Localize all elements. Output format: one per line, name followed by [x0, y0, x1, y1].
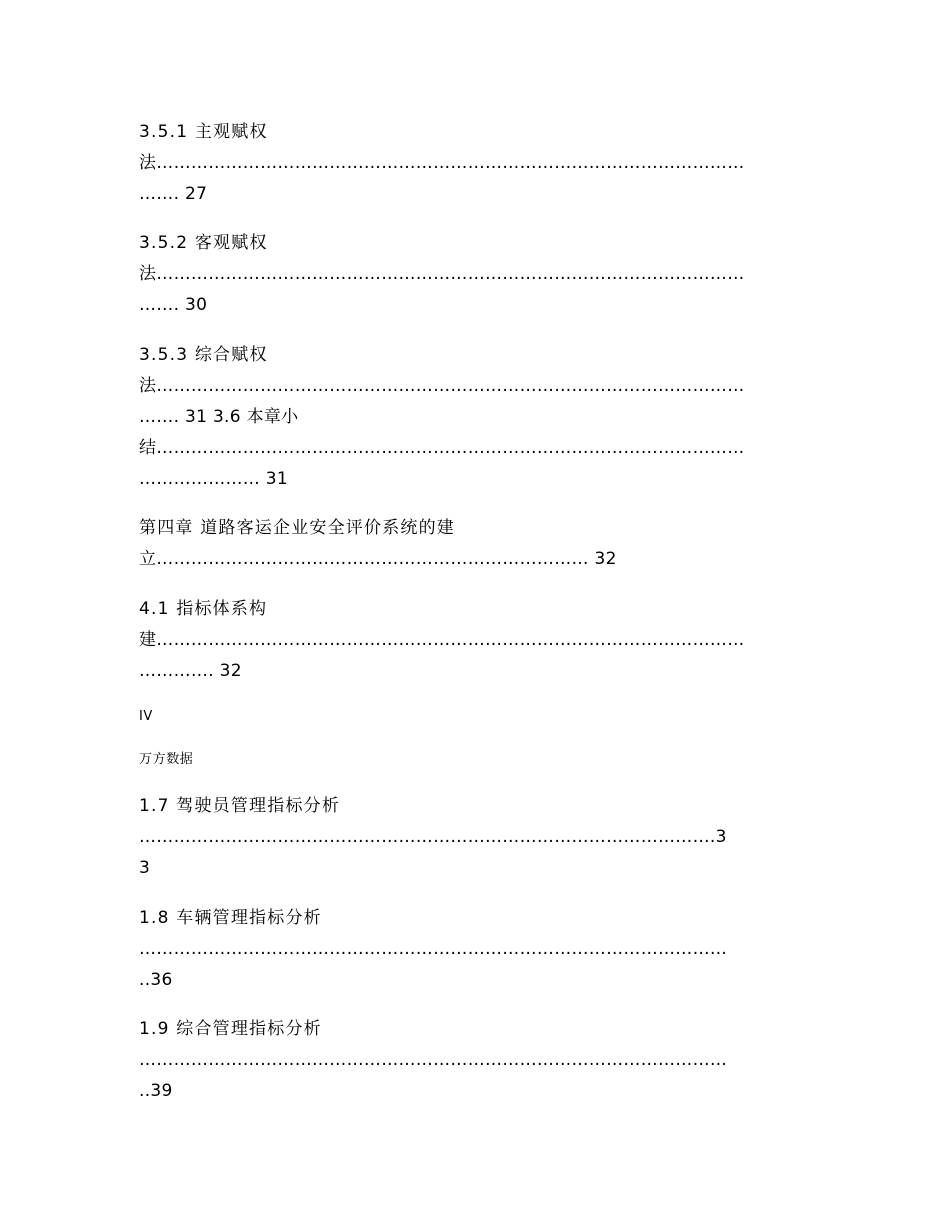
toc-page-number: …………. 32 [139, 661, 242, 681]
toc-leader-line: 立………………………………………………………………… 32 [139, 549, 617, 569]
toc-heading-4-1: 4.1 指标体系构 [139, 599, 268, 619]
toc-heading-3-5-1: 3.5.1 主观赋权 [139, 122, 268, 142]
toc-leader-line: ………………………………………………………………………………………… [139, 939, 728, 959]
toc-heading-1-8: 1.8 车辆管理指标分析 [139, 908, 322, 928]
toc-page-number: ………………… 31 [139, 469, 289, 489]
toc-heading-1-9: 1.9 综合管理指标分析 [139, 1019, 322, 1039]
toc-leader-line: ………………………………………………………………………………………… [139, 1050, 728, 1070]
toc-heading-3-5-2: 3.5.2 客观赋权 [139, 233, 268, 253]
toc-heading-3-5-3: 3.5.3 综合赋权 [139, 345, 268, 365]
toc-page-number: ……. 27 [139, 184, 208, 204]
toc-leader-line: 法………………………………………………………………………………………… [139, 376, 745, 396]
watermark-source: 万方数据 [139, 752, 194, 767]
toc-page-number: ..39 [139, 1081, 173, 1101]
toc-page-number: ……. 31 3.6 本章小 [139, 407, 299, 427]
toc-leader-line: 建………………………………………………………………………………………… [139, 630, 745, 650]
toc-leader-line: ……………………………………………………………………………………….3 [139, 827, 727, 847]
toc-leader-line: 法………………………………………………………………………………………… [139, 153, 745, 173]
toc-leader-line: 结………………………………………………………………………………………… [139, 438, 745, 458]
roman-page-number: IV [139, 709, 153, 724]
toc-heading-1-7: 1.7 驾驶员管理指标分析 [139, 796, 341, 816]
toc-chapter-4: 第四章 道路客运企业安全评价系统的建 [139, 518, 456, 538]
toc-page-number: ..36 [139, 970, 173, 990]
toc-page-number: 3 [139, 858, 151, 878]
toc-leader-line: 法………………………………………………………………………………………… [139, 264, 745, 284]
toc-page-number: ……. 30 [139, 295, 208, 315]
